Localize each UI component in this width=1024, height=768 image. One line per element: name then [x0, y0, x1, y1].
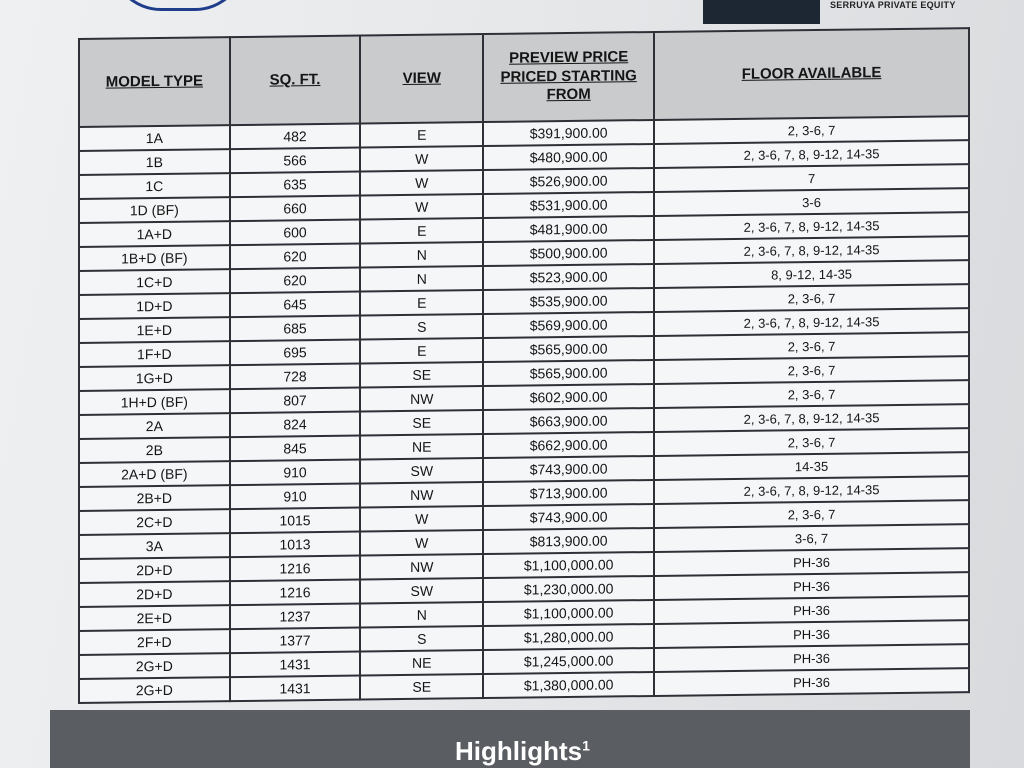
- sq-ft-cell: 600: [230, 220, 361, 246]
- price-cell: $743,900.00: [483, 456, 654, 482]
- sq-ft-cell: 1216: [230, 580, 361, 606]
- model-type-cell: 1B+D (BF): [79, 245, 230, 271]
- sq-ft-cell: 566: [230, 148, 361, 174]
- view-cell: SE: [360, 362, 483, 388]
- view-cell: SE: [360, 674, 483, 700]
- model-type-cell: 2G+D: [79, 653, 230, 679]
- pricing-table: [78, 27, 970, 704]
- model-type-cell: 1B: [79, 149, 230, 175]
- view-cell: SE: [360, 410, 483, 436]
- sq-ft-cell: 620: [230, 268, 361, 294]
- model-type-cell: 2D+D: [79, 581, 230, 607]
- view-cell: N: [360, 602, 483, 628]
- view-cell: W: [360, 146, 483, 172]
- view-cell: W: [360, 170, 483, 196]
- sq-ft-cell: 1013: [230, 532, 361, 558]
- model-type-cell: 1E+D: [79, 317, 230, 343]
- view-cell: N: [360, 242, 483, 268]
- floor-available-cell: 7: [654, 164, 969, 192]
- highlights-banner: [50, 710, 970, 768]
- view-cell: SW: [360, 578, 483, 604]
- sq-ft-cell: 845: [230, 436, 361, 462]
- floor-available-cell: 2, 3-6, 7, 8, 9-12, 14-35: [654, 212, 969, 240]
- view-cell: W: [360, 530, 483, 556]
- price-cell: $500,900.00: [483, 240, 654, 266]
- sq-ft-cell: 1237: [230, 604, 361, 630]
- pricing-table-container: [78, 27, 970, 704]
- model-type-cell: 1G+D: [79, 365, 230, 391]
- model-type-cell: 3A: [79, 533, 230, 559]
- model-type-cell: 1H+D (BF): [79, 389, 230, 415]
- sq-ft-cell: 910: [230, 460, 361, 486]
- floor-available-cell: PH-36: [654, 572, 969, 600]
- price-cell: $565,900.00: [483, 360, 654, 386]
- floor-available-cell: 14-35: [654, 452, 969, 480]
- floor-available-cell: 2, 3-6, 7: [654, 428, 969, 456]
- sq-ft-cell: 824: [230, 412, 361, 438]
- sq-ft-cell: 910: [230, 484, 361, 510]
- floor-available-cell: 2, 3-6, 7: [654, 500, 969, 528]
- view-cell: S: [360, 626, 483, 652]
- header-row: [79, 28, 969, 127]
- price-cell: $569,900.00: [483, 312, 654, 338]
- price-cell: $663,900.00: [483, 408, 654, 434]
- view-cell: E: [360, 290, 483, 316]
- price-cell: $481,900.00: [483, 216, 654, 242]
- view-cell: NE: [360, 650, 483, 676]
- floor-available-cell: PH-36: [654, 644, 969, 672]
- sq-ft-cell: 482: [230, 124, 361, 150]
- floor-available-cell: 2, 3-6, 7: [654, 116, 969, 144]
- table-header: [79, 28, 969, 127]
- sq-ft-cell: 1216: [230, 556, 361, 582]
- price-cell: $523,900.00: [483, 264, 654, 290]
- price-cell: $391,900.00: [483, 120, 654, 146]
- price-cell: $743,900.00: [483, 504, 654, 530]
- price-cell: $531,900.00: [483, 192, 654, 218]
- sq-ft-cell: 1015: [230, 508, 361, 534]
- model-type-cell: 1C+D: [79, 269, 230, 295]
- sq-ft-cell: 635: [230, 172, 361, 198]
- view-cell: E: [360, 338, 483, 364]
- model-type-cell: 2E+D: [79, 605, 230, 631]
- floor-available-cell: PH-36: [654, 548, 969, 576]
- price-cell: $1,230,000.00: [483, 576, 654, 602]
- column-header-model-type: MODEL TYPE: [79, 37, 230, 127]
- view-cell: W: [360, 194, 483, 220]
- price-cell: $813,900.00: [483, 528, 654, 554]
- column-header-sq-ft: SQ. FT.: [230, 36, 361, 126]
- floor-available-cell: PH-36: [654, 596, 969, 624]
- price-cell: $535,900.00: [483, 288, 654, 314]
- view-cell: NW: [360, 386, 483, 412]
- floor-available-cell: 2, 3-6, 7, 8, 9-12, 14-35: [654, 404, 969, 432]
- model-type-cell: 2C+D: [79, 509, 230, 535]
- floor-available-cell: PH-36: [654, 668, 969, 696]
- column-header-floor-available: FLOOR AVAILABLE: [654, 28, 969, 120]
- sq-ft-cell: 620: [230, 244, 361, 270]
- price-cell: $565,900.00: [483, 336, 654, 362]
- model-type-cell: 1A: [79, 125, 230, 151]
- highlights-title: [455, 736, 590, 767]
- model-type-cell: 2B: [79, 437, 230, 463]
- model-type-cell: 2A+D (BF): [79, 461, 230, 487]
- floor-available-cell: 2, 3-6, 7: [654, 284, 969, 312]
- floor-available-cell: 3-6: [654, 188, 969, 216]
- floor-available-cell: 8, 9-12, 14-35: [654, 260, 969, 288]
- view-cell: NW: [360, 554, 483, 580]
- price-cell: $1,245,000.00: [483, 648, 654, 674]
- price-cell: $602,900.00: [483, 384, 654, 410]
- floor-available-cell: 2, 3-6, 7, 8, 9-12, 14-35: [654, 236, 969, 264]
- floor-available-cell: 2, 3-6, 7, 8, 9-12, 14-35: [654, 140, 969, 168]
- view-cell: W: [360, 506, 483, 532]
- model-type-cell: 2D+D: [79, 557, 230, 583]
- floor-available-cell: 2, 3-6, 7, 8, 9-12, 14-35: [654, 308, 969, 336]
- model-type-cell: 2B+D: [79, 485, 230, 511]
- brand-name: SERRUYA PRIVATE EQUITY: [830, 0, 956, 10]
- floor-available-cell: 3-6, 7: [654, 524, 969, 552]
- footnote-mark: 1: [582, 737, 590, 754]
- view-cell: SW: [360, 458, 483, 484]
- sq-ft-cell: 695: [230, 340, 361, 366]
- model-type-cell: 1A+D: [79, 221, 230, 247]
- model-type-cell: 2G+D: [79, 677, 230, 703]
- price-cell: $1,100,000.00: [483, 600, 654, 626]
- model-type-cell: 1F+D: [79, 341, 230, 367]
- view-cell: N: [360, 266, 483, 292]
- view-cell: NE: [360, 434, 483, 460]
- sq-ft-cell: 660: [230, 196, 361, 222]
- sq-ft-cell: 1431: [230, 652, 361, 678]
- column-header-view: VIEW: [360, 34, 483, 124]
- sq-ft-cell: 1377: [230, 628, 361, 654]
- sq-ft-cell: 685: [230, 316, 361, 342]
- header-dark-block: [703, 0, 820, 24]
- floor-available-cell: 2, 3-6, 7: [654, 356, 969, 384]
- model-type-cell: 2F+D: [79, 629, 230, 655]
- price-cell: $713,900.00: [483, 480, 654, 506]
- model-type-cell: 2A: [79, 413, 230, 439]
- logo-arc: [110, 0, 246, 11]
- sq-ft-cell: 728: [230, 364, 361, 390]
- sq-ft-cell: 645: [230, 292, 361, 318]
- price-cell: $1,100,000.00: [483, 552, 654, 578]
- model-type-cell: 1C: [79, 173, 230, 199]
- sq-ft-cell: 807: [230, 388, 361, 414]
- view-cell: E: [360, 122, 483, 148]
- model-type-cell: 1D (BF): [79, 197, 230, 223]
- price-cell: $1,380,000.00: [483, 672, 654, 698]
- floor-available-cell: 2, 3-6, 7: [654, 332, 969, 360]
- price-cell: $526,900.00: [483, 168, 654, 194]
- floor-available-cell: PH-36: [654, 620, 969, 648]
- view-cell: S: [360, 314, 483, 340]
- column-header-price: PREVIEW PRICE PRICED STARTING FROM: [483, 32, 654, 122]
- price-cell: $480,900.00: [483, 144, 654, 170]
- view-cell: E: [360, 218, 483, 244]
- model-type-cell: 1D+D: [79, 293, 230, 319]
- highlights-title-text: Highlights: [455, 736, 583, 766]
- view-cell: NW: [360, 482, 483, 508]
- table-body: [79, 116, 969, 703]
- floor-available-cell: 2, 3-6, 7: [654, 380, 969, 408]
- price-cell: $662,900.00: [483, 432, 654, 458]
- sq-ft-cell: 1431: [230, 676, 361, 702]
- price-cell: $1,280,000.00: [483, 624, 654, 650]
- floor-available-cell: 2, 3-6, 7, 8, 9-12, 14-35: [654, 476, 969, 504]
